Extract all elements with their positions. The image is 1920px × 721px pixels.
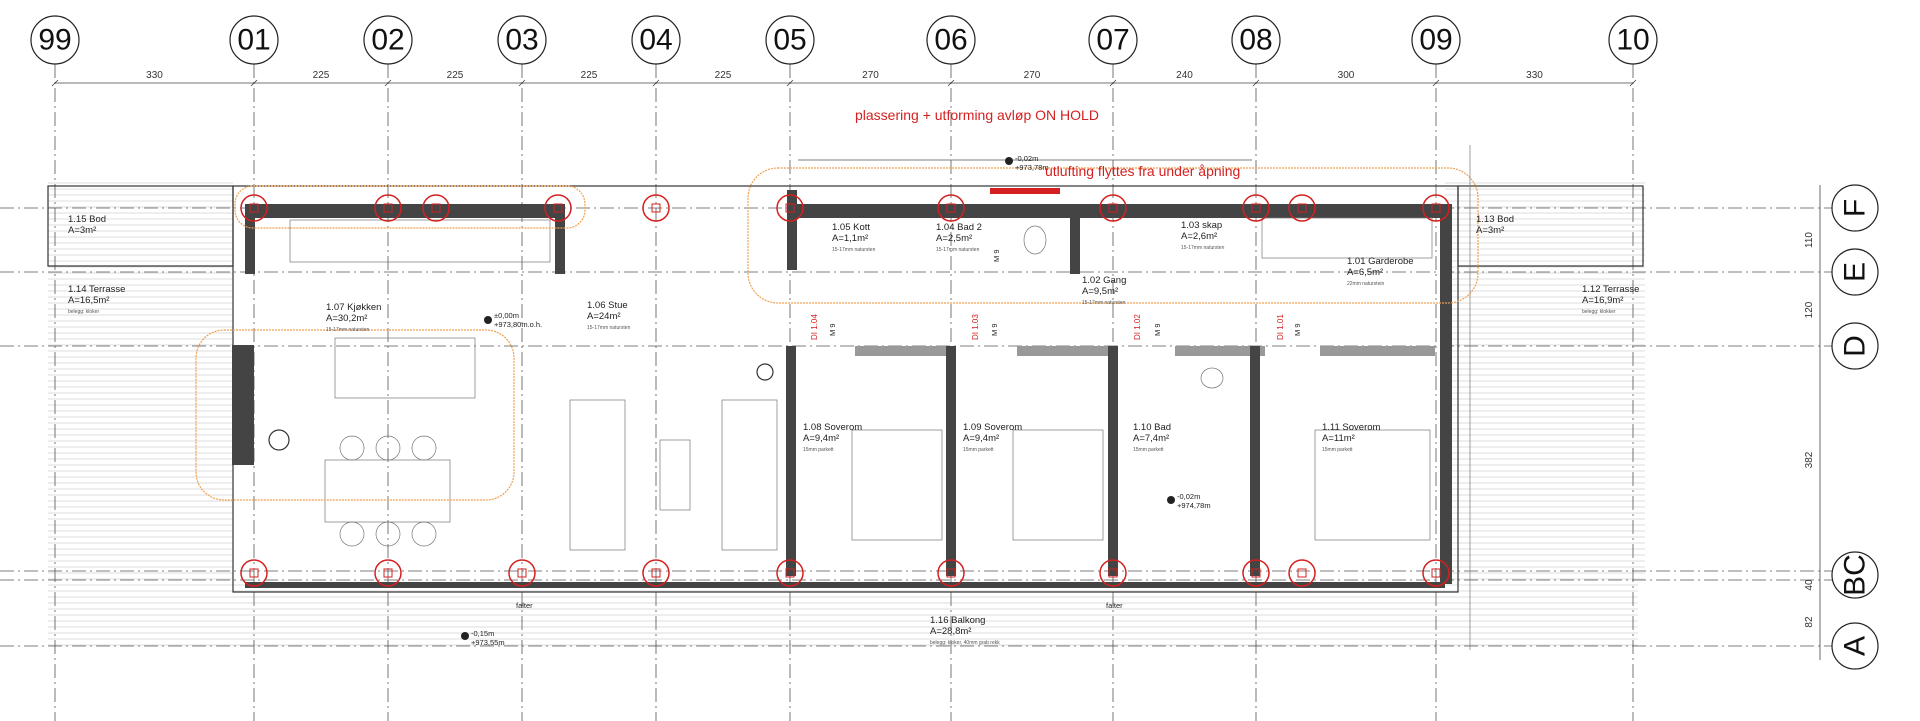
markup-strip <box>990 188 1060 194</box>
dimension-values <box>146 70 1543 81</box>
terrace-left-deck <box>48 180 233 580</box>
room-name: 1.05 Kott <box>832 222 871 233</box>
level-value-1: ±0,00m <box>494 311 519 320</box>
room-finish-note: 15-17mm natursten <box>326 327 370 333</box>
tag-di-103: DI 1.03 <box>971 314 980 340</box>
column-dimension: 300 <box>1337 70 1355 81</box>
tag-falter-1: falter <box>516 601 533 610</box>
east-wall <box>1440 204 1452 584</box>
row-label-a: A <box>1838 635 1872 657</box>
structural-column-markers <box>241 195 1449 586</box>
column-label: 08 <box>1239 23 1273 57</box>
chair-4 <box>340 522 364 546</box>
room-area: A=3m² <box>68 225 97 236</box>
top-dimension-chain <box>52 70 1636 86</box>
room-finish-note: belegg: kloker <box>68 309 100 315</box>
column-dimension: 225 <box>714 70 732 81</box>
column-label: 10 <box>1616 23 1650 57</box>
tag-m9-2: M 9 <box>990 323 999 336</box>
room-name: 1.15 Bod <box>68 214 107 225</box>
column-dimension: 270 <box>862 70 879 81</box>
terrace-right-deck <box>1445 180 1645 580</box>
column-label: 05 <box>773 23 807 57</box>
level-sub-4: +973,55m <box>471 638 505 647</box>
room-finish-note: 22mm naturstein <box>1347 281 1385 287</box>
level-symbol-2 <box>1005 157 1013 165</box>
tag-m9-3: M 9 <box>1153 323 1162 336</box>
column-label: 03 <box>505 23 539 57</box>
room-finish-note: 15mm parkett <box>1133 447 1164 453</box>
level-symbol-4 <box>461 632 469 640</box>
room-finish-note: 15-17mm natursten <box>1181 245 1225 251</box>
column-core-south <box>1298 569 1306 577</box>
room-name: 1.14 Terrasse <box>68 284 126 295</box>
row-dim-40: 40 <box>1804 579 1815 591</box>
row-label-e: E <box>1838 261 1872 283</box>
bedroom-wall-08 <box>1250 346 1260 576</box>
column-dimension: 225 <box>446 70 464 81</box>
level-value-2: -0,02m <box>1015 154 1039 163</box>
bad2-wall-east <box>1070 204 1080 274</box>
tag-falter-2: falter <box>1106 601 1123 610</box>
row-dim-382: 382 <box>1804 451 1815 469</box>
chair-6 <box>412 522 436 546</box>
column-dimension: 225 <box>312 70 330 81</box>
column-label: 02 <box>371 23 405 57</box>
room-area: A=16,9m² <box>1582 295 1624 306</box>
room-area: A=16,5m² <box>68 295 110 306</box>
column-label: 99 <box>38 23 72 57</box>
west-wall-upper <box>245 204 255 274</box>
kitchen-counter <box>290 220 550 262</box>
column-label: 07 <box>1096 23 1130 57</box>
room-finish-note: 15mm parkett <box>803 447 834 453</box>
row-label-f: F <box>1838 198 1872 218</box>
column-marker-kitchen <box>269 430 289 450</box>
wc-bad <box>1201 368 1223 388</box>
column-dimension: 270 <box>1023 70 1041 81</box>
column-dimension: 330 <box>1526 70 1543 81</box>
room-name: 1.16 Balkong <box>930 615 986 626</box>
column-grid-bubbles <box>31 16 1657 64</box>
bedroom-north-wall-3 <box>1320 346 1435 356</box>
bedroom-wall-06 <box>946 346 956 576</box>
room-name: 1.08 Soverom <box>803 422 863 433</box>
room-area: A=6,5m² <box>1347 267 1384 278</box>
level-symbol-1 <box>484 316 492 324</box>
column-dimension: 240 <box>1176 70 1193 81</box>
row-label-bc: BC <box>1838 554 1872 596</box>
chair-3 <box>412 436 436 460</box>
level-sub-2: +973,78m <box>1015 163 1049 172</box>
row-grid-bubbles <box>1804 185 1878 669</box>
kott-wall-west <box>787 190 797 270</box>
note-lift: utlufting flyttes fra under åpning <box>1045 163 1241 179</box>
room-finish-note: 15-17mm natursten <box>936 247 980 253</box>
tag-di-102: DI 1.02 <box>1133 314 1142 340</box>
row-dim-82: 82 <box>1804 616 1815 628</box>
bedroom-wall-07 <box>1108 346 1118 576</box>
column-label: 01 <box>237 23 271 57</box>
sofa-right <box>722 400 777 550</box>
coffee-table <box>660 440 690 510</box>
wc-bad2 <box>1024 226 1046 254</box>
room-name: 1.13 Bod <box>1476 214 1515 225</box>
room-finish-note: 15-17mm natursten <box>832 247 876 253</box>
row-dim-120: 120 <box>1804 301 1815 319</box>
room-area: A=9,5m² <box>1082 286 1119 297</box>
level-symbol-3 <box>1167 496 1175 504</box>
room-area: A=28,8m² <box>930 626 972 637</box>
room-name: 1.04 Bad 2 <box>936 222 982 233</box>
room-name: 1.01 Garderobe <box>1347 256 1414 267</box>
column-label: 09 <box>1419 23 1453 57</box>
chair-1 <box>340 436 364 460</box>
room-area: A=1,1m² <box>832 233 869 244</box>
room-area: A=24m² <box>587 311 621 322</box>
room-name: 1.03 skap <box>1181 220 1223 231</box>
room-area: A=7,4m² <box>1133 433 1170 444</box>
bedroom-north-wall-1 <box>855 346 955 356</box>
column-dimension: 330 <box>146 70 163 81</box>
balcony-deck <box>48 580 1638 646</box>
row-label-d: D <box>1838 335 1872 357</box>
room-area: A=11m² <box>1322 433 1355 444</box>
room-area: A=3m² <box>1476 225 1505 236</box>
level-sub-3: +974,78m <box>1177 501 1211 510</box>
room-name: 1.12 Terrasse <box>1582 284 1640 295</box>
column-marker-stue <box>757 364 773 380</box>
room-name: 1.11 Soverom <box>1322 422 1381 433</box>
row-dim-110: 110 <box>1804 232 1815 248</box>
bedroom-north-wall-2 <box>1017 346 1112 356</box>
west-wall-lower <box>232 345 254 465</box>
kitchen-island <box>335 338 475 398</box>
kitchen-partition <box>555 204 565 274</box>
room-finish-note: 15mm parkett <box>1322 447 1353 453</box>
note-on-hold: plassering + utforming avløp ON HOLD <box>855 107 1099 123</box>
tag-di-104: DI 1.04 <box>810 314 819 340</box>
tag-di-101: DI 1.01 <box>1276 314 1285 340</box>
room-name: 1.07 Kjøkken <box>326 302 382 313</box>
tag-m9-1: M 9 <box>828 323 837 336</box>
north-wall-west <box>245 204 565 218</box>
room-area: A=9,4m² <box>963 433 1000 444</box>
level-value-4: -0,15m <box>471 629 495 638</box>
room-name: 1.02 Gang <box>1082 275 1127 286</box>
room-finish-note: 15-17mm natursten <box>587 325 631 331</box>
tag-m9-5: M 9 <box>992 249 1001 262</box>
bedroom-wall-05 <box>786 346 796 576</box>
room-name: 1.09 Soverom <box>963 422 1023 433</box>
room-finish-note: belegg: klokker <box>1582 309 1616 315</box>
room-name: 1.06 Stue <box>587 300 628 311</box>
room-area: A=9,4m² <box>803 433 840 444</box>
room-finish-note: belegg: kloker, 40mm grab rekk <box>930 640 1000 646</box>
room-finish-note: 15mm parkett <box>963 447 994 453</box>
room-finish-note: 15-17mm natursten <box>1082 300 1126 306</box>
wardrobe <box>1262 218 1432 258</box>
dining-table <box>325 460 450 522</box>
room-name: 1.10 Bad <box>1133 422 1172 433</box>
column-dimension: 225 <box>580 70 598 81</box>
room-area: A=30,2m² <box>326 313 368 324</box>
level-sub-1: +973,80m.o.h. <box>494 320 543 329</box>
sofa-left <box>570 400 625 550</box>
bed-109 <box>1013 430 1103 540</box>
column-label: 06 <box>934 23 968 57</box>
level-value-3: -0,02m <box>1177 492 1201 501</box>
column-label: 04 <box>639 23 673 57</box>
tag-m9-4: M 9 <box>1293 323 1302 336</box>
room-area: A=2,6m² <box>1181 231 1218 242</box>
bed-108 <box>852 430 942 540</box>
room-area: A=2,5m² <box>936 233 973 244</box>
